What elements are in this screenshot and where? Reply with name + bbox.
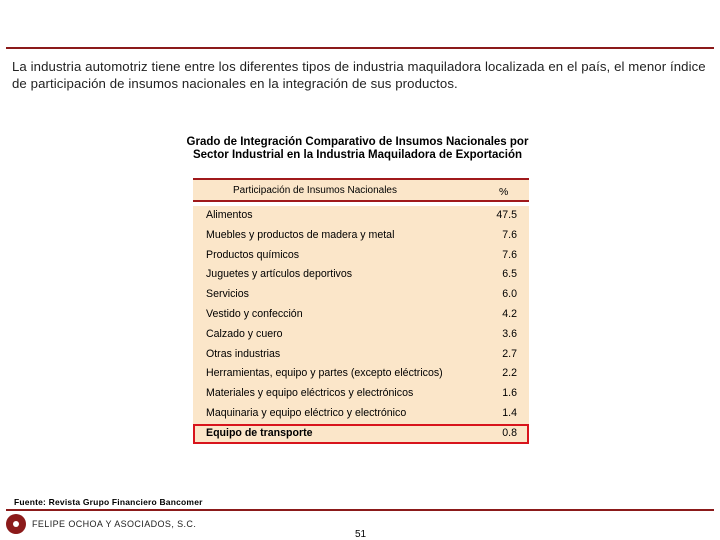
intro-paragraph: La industria automotriz tiene entre los diferentes tipos de industria maquiladora localizada en el país, el menor índice de participación de insumos nacionales en la integración de sus productos. [12,59,706,91]
row-value: 2.2 [502,367,517,380]
row-label: Muebles y productos de madera y metal [206,228,395,241]
row-label: Herramientas, equipo y partes (excepto eléctricos) [206,367,443,380]
row-label: Productos químicos [206,248,300,261]
row-label: Otras industrias [206,347,281,360]
table-row [193,246,529,266]
table-row [193,384,529,404]
row-value: 1.6 [502,387,517,400]
row-label: Juguetes y artículos deportivos [206,268,353,281]
table-body [193,206,529,444]
row-value: 7.6 [502,248,517,261]
table-row [193,226,529,246]
table-row [193,404,529,424]
table-row [193,305,529,325]
table-row [193,345,529,365]
table-title [170,136,545,162]
page-number: 51 [355,529,367,540]
row-label: Servicios [206,288,249,301]
top-divider [6,47,714,49]
table-row-highlighted [193,424,529,444]
row-value: 6.0 [502,288,517,301]
row-label: Equipo de transporte [206,426,313,439]
firm-logo-icon [6,514,26,534]
header-participation: Participación de Insumos Nacionales [233,185,397,196]
row-label: Calzado y cuero [206,327,283,340]
row-value: 6.5 [502,268,517,281]
row-label: Vestido y confección [206,307,303,320]
bottom-divider [6,509,714,511]
table-title-line-2: Sector Industrial en la Industria Maquiladora de Exportación [192,149,523,161]
row-value: 7.6 [502,228,517,241]
table-header [193,178,529,202]
row-label: Alimentos [206,209,253,221]
table-row [193,364,529,384]
row-value: 2.7 [502,347,517,360]
table-row [193,206,529,226]
row-value: 4.2 [502,307,517,320]
firm-name: FELIPE OCHOA Y ASOCIADOS, S.C. [32,519,197,529]
table-row [193,325,529,345]
header-percent: % [499,186,509,198]
row-value: 3.6 [502,327,517,340]
row-label: Maquinaria y equipo eléctrico y electrónico [206,406,407,419]
table-title-line-1: Grado de Integración Comparativo de Insumos Nacionales por [186,136,529,148]
row-label: Materiales y equipo eléctricos y electrónicos [206,387,414,400]
row-value: 1.4 [502,406,517,419]
row-value: 0.8 [502,426,517,439]
row-value: 47.5 [496,209,517,221]
table-row [193,285,529,305]
source-note: Fuente: Revista Grupo Financiero Bancomer [14,497,203,507]
table-row [193,265,529,285]
